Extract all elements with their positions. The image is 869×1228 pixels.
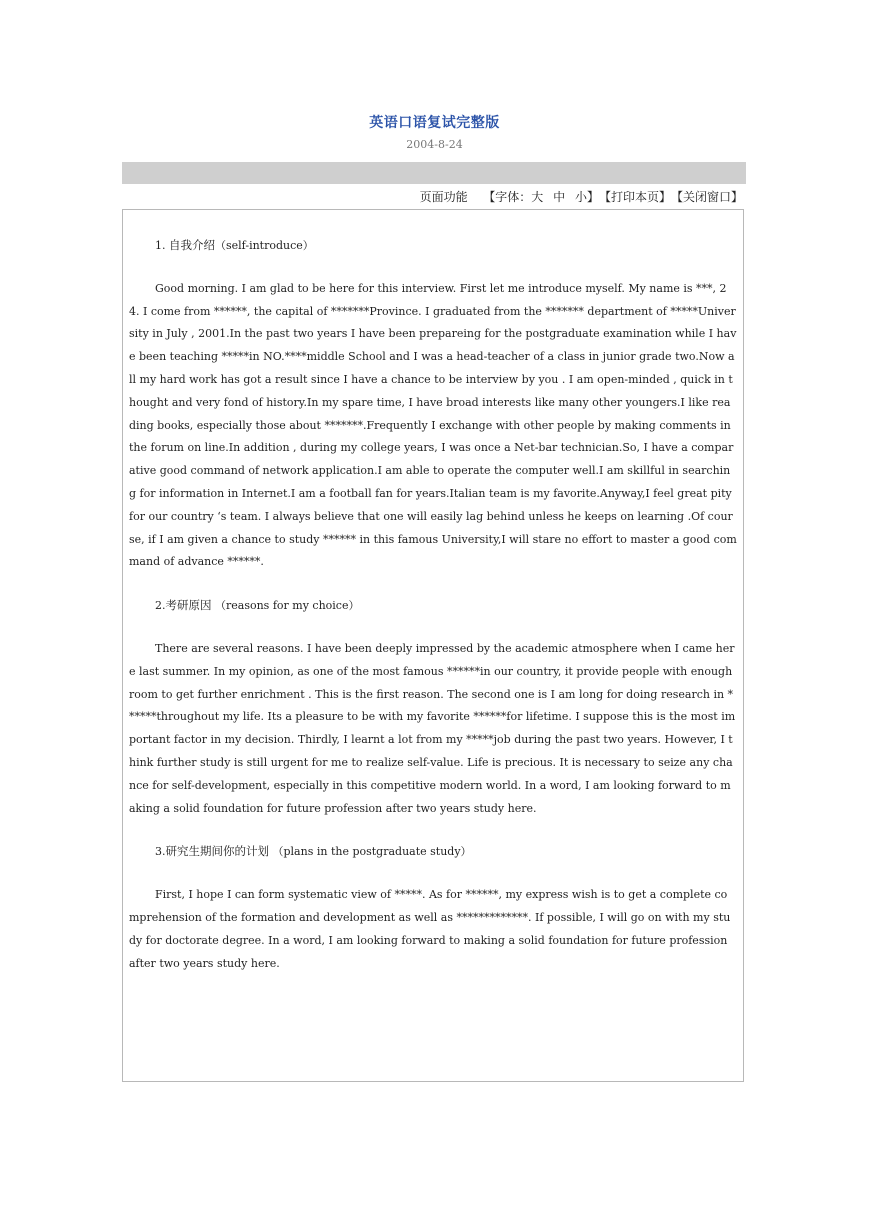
section-paragraph: First, I hope I can form systematic view of *****. As for ******, my express wish is to get a complete comprehension of the formation and development as well as *************. If possible, I will go on with my study for doctorate degree. In a word, I am looking forward to making a solid foundation for future profession after two years study here. (129, 888, 731, 970)
article-content-box (122, 209, 744, 1082)
font-size-prefix: 【字体： (483, 190, 532, 204)
section-title-cn: 研究生期间你的计划 (165, 844, 269, 859)
print-page-link[interactable]: 【打印本页】 (598, 190, 671, 204)
section-title-cn: 自我介绍 (169, 238, 215, 252)
article-body (129, 210, 737, 975)
toolbar-label: 页面功能 (419, 190, 468, 204)
section-heading (129, 234, 737, 258)
font-small-link[interactable]: 小 (574, 190, 587, 204)
header-divider-bar (122, 162, 746, 184)
font-medium-link[interactable]: 中 (553, 190, 566, 204)
section-heading (129, 594, 737, 618)
section-title-en: （self-introduce） (215, 239, 314, 252)
font-large-link[interactable]: 大 (531, 190, 544, 204)
section-heading (129, 840, 737, 864)
section-title-cn: 考研原因 (165, 598, 212, 613)
section-number: 1. (155, 239, 166, 252)
section-paragraph: There are several reasons. I have been deeply impressed by the academic atmosphere when I came here last summer. In my opinion, as one of the most famous ******in our country, it provide people with enough room to get further enrichment . This is the first reason. The second one is I am long for doing research in ******throughout my life. Its a pleasure to be with my favorite ******for lifetime. I suppose this is the most important factor in my decision. Thirdly, I learnt a lot from my *****job during the past two years. However, I think further study is still urgent for me to realize self-value. Life is precious. It is necessary to seize any chance for self-development, especially in this competitive modern world. In a word, I am looking forward to making a solid foundation for future profession after two years study here. (129, 641, 736, 815)
font-size-suffix: 】 (586, 190, 599, 204)
section-number: 3. (155, 845, 166, 859)
section-number: 2. (155, 599, 166, 613)
section-title-en: （reasons for my choice） (211, 599, 360, 613)
page-toolbar (122, 188, 743, 205)
close-window-link[interactable]: 【关闭窗口】 (670, 190, 743, 204)
publish-date: 2004-8-24 (406, 138, 463, 151)
page-title: 英语口语复试完整版 (369, 115, 500, 131)
section-paragraph: Good morning. I am glad to be here for this interview. First let me introduce myself. My name is ***, 24. I come from ******, the capital of *******Province. I graduated from the ******* department of *****University in July , 2001.In the past two years I have been prepareing for the postgraduate examination while I have been teaching *****in NO.****middle School and I was a head-teacher of a class in junior grade two.Now all my hard work has got a result since I have a chance to be interview by you . I am open-minded , quick in thought and very fond of history.In my spare time, I have broad interests like many other youngers.I like reading books, especially those about *******.Frequently I exchange with other people by making comments in the forum on line.In addition , during my college years, I was once a Net-bar technician.So, I have a comparative good command of network application.I am able to operate the computer well.I am skillful in searching for information in Internet.I am a football fan for years.Italian team is my favorite.Anyway,I feel great pity for our country ‘s team. I always believe that one will easily lag behind unless he keeps on learning .Of course, if I am given a chance to study ****** in this famous University,I will stare no effort to master a good command of advance ******. (129, 281, 737, 569)
section-title-en: （plans in the postgraduate study） (269, 845, 472, 859)
